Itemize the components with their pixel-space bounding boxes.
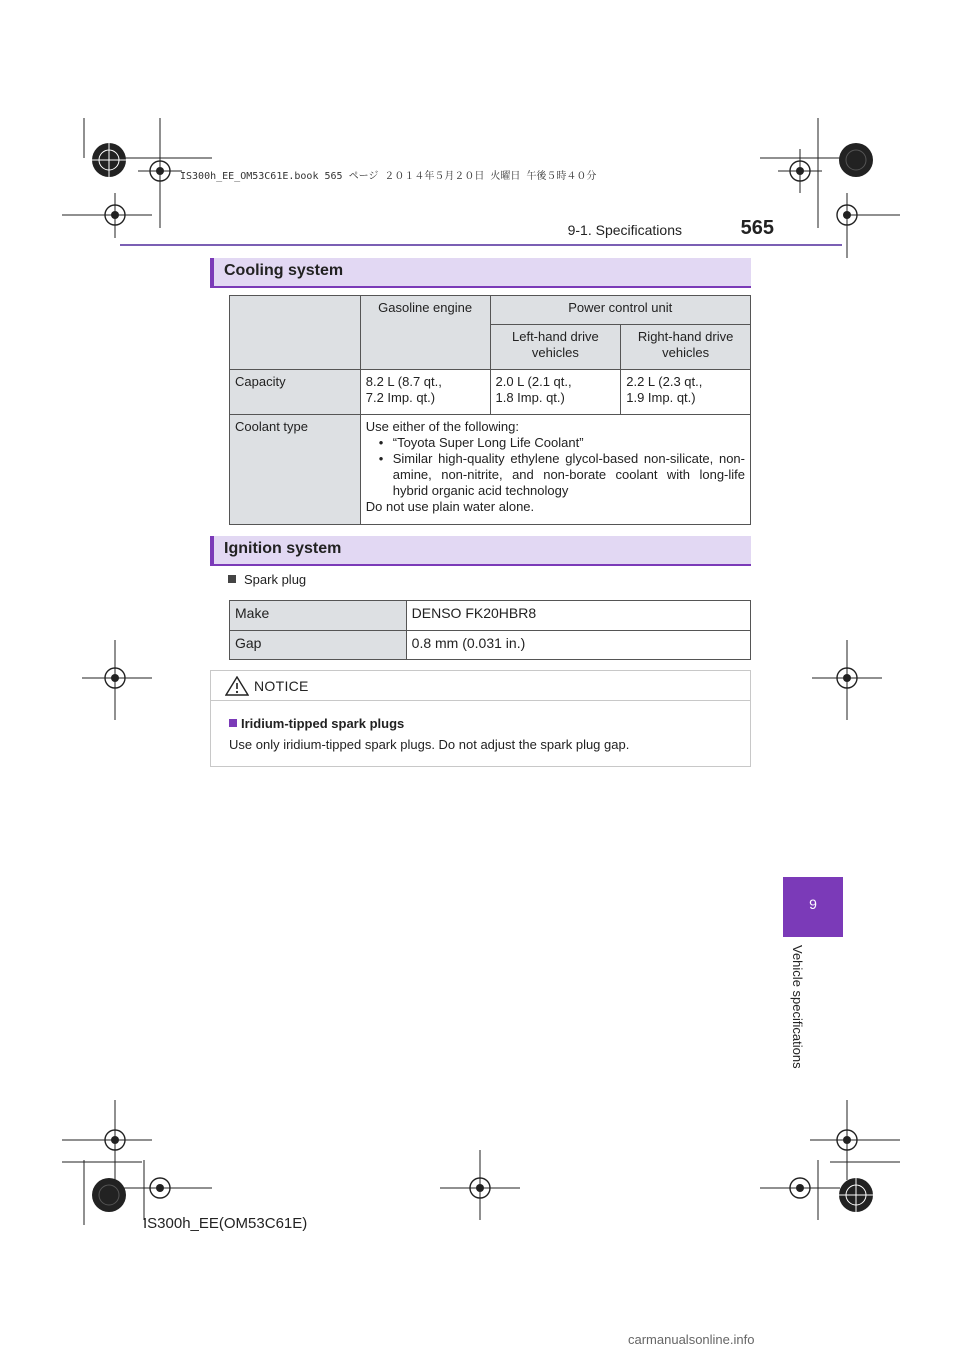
notice-subtitle-text: Iridium-tipped spark plugs: [241, 716, 405, 731]
registration-mark-bottom-left: [62, 1100, 212, 1225]
list-item: • “Toyota Super Long Life Coolant”: [374, 435, 745, 451]
notice-title-bar: [211, 671, 750, 701]
registration-mark-bottom-right: [760, 1100, 900, 1225]
header-left-hand-drive: Left-hand drive vehicles: [490, 325, 621, 370]
registration-mark-bottom-center: [440, 1150, 520, 1220]
coolant-intro: Use either of the following:: [365, 419, 519, 434]
watermark: carmanualsonline.info: [628, 1332, 755, 1347]
gap-value: 0.8 mm (0.031 in.): [406, 631, 750, 660]
warning-triangle-icon: [225, 676, 249, 701]
coolant-type-cell: [360, 415, 750, 525]
chapter-label: Vehicle specifications: [790, 945, 805, 1069]
cooling-system-table: [229, 295, 751, 525]
notice-body: Use only iridium-tipped spark plugs. Do not adjust the spark plug gap.: [229, 737, 630, 752]
chapter-tab: 9: [783, 877, 843, 937]
table-corner-cell: [230, 296, 361, 370]
registration-mark-mid-right: [812, 640, 882, 720]
page-header: [120, 214, 842, 246]
table-row: [230, 601, 751, 631]
row-label-capacity: Capacity: [230, 370, 361, 415]
capacity-rhd-line2: 1.9 Imp. qt.): [626, 390, 696, 405]
cooling-system-heading: Cooling system: [210, 258, 751, 288]
row-label-gap: Gap: [230, 631, 407, 660]
spark-plug-label: Spark plug: [244, 572, 307, 587]
make-value: DENSO FK20HBR8: [406, 601, 750, 631]
square-bullet-icon: [229, 719, 237, 727]
ignition-system-heading: Ignition system: [210, 536, 751, 566]
section-title: 9-1. Specifications: [567, 222, 682, 238]
table-row: [230, 631, 751, 660]
manual-code-footer: IS300h_EE(OM53C61E): [143, 1215, 308, 1232]
table-row: [230, 415, 751, 525]
capacity-gasoline-line1: 8.2 L (8.7 qt.,: [365, 374, 442, 389]
registration-mark-mid-left: [82, 640, 152, 720]
square-bullet-icon: [228, 575, 236, 583]
spark-plug-subheading: [228, 572, 306, 587]
page-number: 565: [740, 217, 774, 239]
print-info-line: IS300h_EE_OM53C61E.book 565 ページ ２０１４年５月２０日 火曜日 午後５時４０分: [180, 171, 597, 182]
capacity-gasoline-line2: 7.2 Imp. qt.): [365, 390, 436, 405]
coolant-options-list: [374, 435, 745, 499]
header-gasoline-engine: Gasoline engine: [360, 296, 490, 370]
spark-plug-table: [229, 600, 751, 660]
header-right-hand-drive: Right-hand drive vehicles: [621, 325, 751, 370]
header-power-control-unit: Power control unit: [490, 296, 751, 325]
notice-subtitle: [229, 716, 404, 731]
row-label-coolant-type: Coolant type: [230, 415, 361, 525]
notice-box: [210, 670, 751, 767]
capacity-rhd-cell: [621, 370, 751, 415]
capacity-lhd-cell: [490, 370, 621, 415]
capacity-lhd-line1: 2.0 L (2.1 qt.,: [495, 374, 572, 389]
capacity-lhd-line2: 1.8 Imp. qt.): [495, 390, 565, 405]
notice-title: NOTICE: [254, 678, 309, 694]
capacity-rhd-line1: 2.2 L (2.3 qt.,: [626, 374, 703, 389]
coolant-outro: Do not use plain water alone.: [365, 499, 535, 514]
row-label-make: Make: [230, 601, 407, 631]
table-row: [230, 370, 751, 415]
list-item: • Similar high-quality ethylene glycol-based non-silicate, non-amine, non-nitrite, and non-borate coolant with long-life hybrid organic acid technology: [374, 451, 745, 499]
capacity-gasoline-cell: [360, 370, 490, 415]
